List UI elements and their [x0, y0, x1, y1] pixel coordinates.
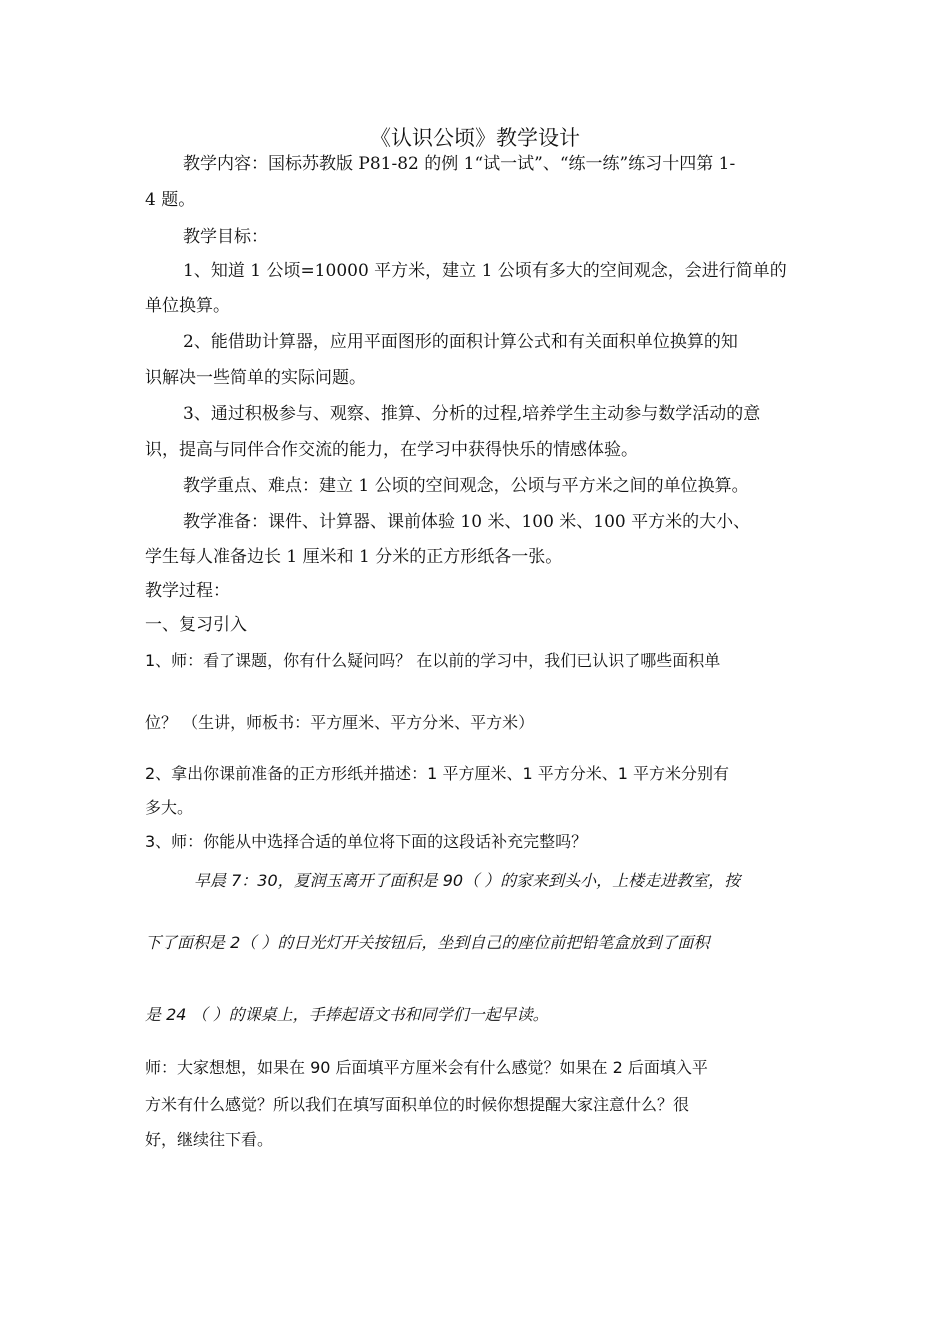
teaching-content-line-2: 4 题。: [145, 190, 196, 210]
teacher-question-line-3: 好，继续往下看。: [145, 1130, 274, 1149]
objective-3-line-2: 识，提高与同伴合作交流的能力，在学习中获得快乐的情感体验。: [145, 440, 638, 460]
review-item-1-line-1: 1、师：看了课题，你有什么疑问吗？ 在以前的学习中，我们已认识了哪些面积单: [145, 651, 721, 670]
fill-in-passage-line-1: 早晨 7：30，夏润玉离开了面积是 90（ ）的家来到头小，上楼走进教室，按: [194, 871, 741, 890]
process-heading: 教学过程：: [145, 581, 230, 601]
review-item-3-line: 3、师：你能从中选择合适的单位将下面的这段话补充完整吗？: [145, 832, 588, 851]
review-item-2-line-1: 2、拿出你课前准备的正方形纸并描述：1 平方厘米、1 平方分米、1 平方米分别有: [145, 764, 729, 783]
teacher-question-line-1: 师：大家想想，如果在 90 后面填平方厘米会有什么感觉？如果在 2 后面填入平: [145, 1058, 708, 1077]
document-title: 《认识公顷》教学设计: [370, 126, 580, 150]
objective-3-line-1: 3、通过积极参与、观察、推算、分析的过程,培养学生主动参与数学活动的意: [183, 404, 761, 424]
review-item-1-line-2: 位？ （生讲，师板书：平方厘米、平方分米、平方米）: [145, 713, 535, 732]
fill-in-passage-line-2: 下了面积是 2（ ）的日光灯开关按钮后，坐到自己的座位前把铅笔盒放到了面积: [145, 933, 710, 952]
objectives-heading: 教学目标：: [183, 227, 268, 247]
teaching-content-line-1: 教学内容：国标苏教版 P81-82 的例 1“试一试”、“练一练”练习十四第 1-: [183, 154, 736, 174]
objective-2-line-1: 2、能借助计算器，应用平面图形的面积计算公式和有关面积单位换算的知: [183, 332, 738, 352]
key-points-line: 教学重点、难点：建立 1 公顷的空间观念，公顷与平方米之间的单位换算。: [183, 476, 749, 496]
teacher-question-line-2: 方米有什么感觉？所以我们在填写面积单位的时候你想提醒大家注意什么？很: [145, 1095, 690, 1114]
fill-in-passage-line-3: 是 24 （ ）的课桌上，手捧起语文书和同学们一起早读。: [145, 1005, 549, 1024]
section-1-heading: 一、复习引入: [145, 615, 247, 635]
review-item-2-line-2: 多大。: [145, 798, 194, 817]
objective-1-line-1: 1、知道 1 公顷=10000 平方米，建立 1 公顷有多大的空间观念，会进行简单的: [183, 261, 787, 281]
objective-2-line-2: 识解决一些简单的实际问题。: [145, 368, 366, 388]
preparation-line-2: 学生每人准备边长 1 厘米和 1 分米的正方形纸各一张。: [145, 547, 563, 567]
objective-1-line-2: 单位换算。: [145, 296, 230, 316]
preparation-line-1: 教学准备：课件、计算器、课前体验 10 米、100 米、100 平方米的大小、: [183, 512, 751, 532]
